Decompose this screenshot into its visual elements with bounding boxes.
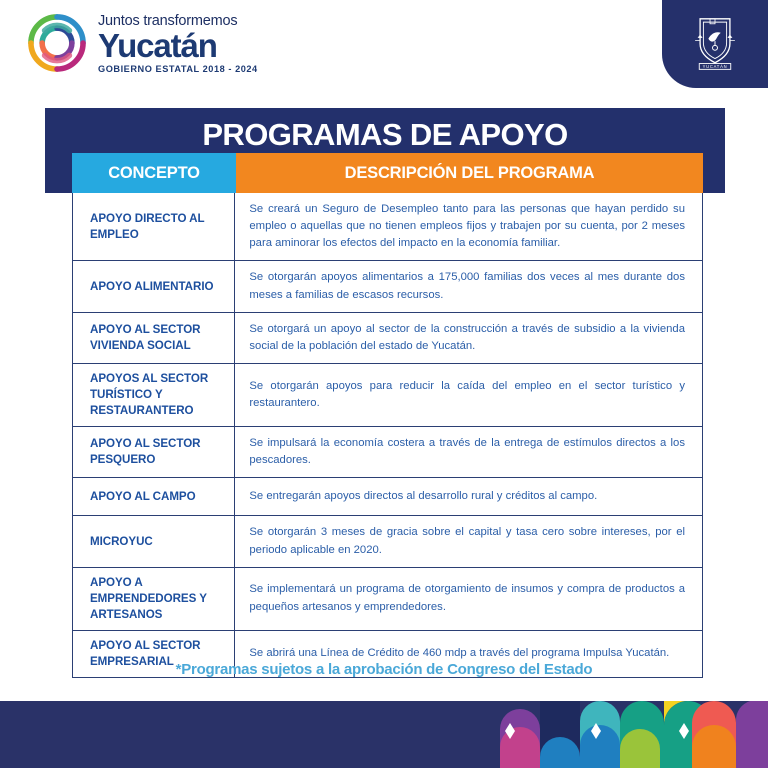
table-row bbox=[73, 363, 702, 426]
cell-descripcion-text: Se creará un Seguro de Desempleo tanto para las personas que hayan perdido su empleo o aquellas que no tienen empleos fijos y trabajen por su cuenta, por 2 meses para aminorar los efectos del impacto en la economía familiar. bbox=[249, 203, 685, 250]
brand-wordmark bbox=[98, 12, 258, 73]
cell-concepto: APOYO AL CAMPO bbox=[73, 478, 235, 515]
cell-descripcion bbox=[235, 478, 702, 515]
page-header bbox=[0, 0, 768, 92]
yucatan-interlace-logo-icon bbox=[26, 12, 88, 74]
svg-text:YUCATÁN: YUCATÁN bbox=[702, 64, 728, 70]
cell-descripcion bbox=[235, 193, 702, 260]
cell-descripcion bbox=[235, 364, 702, 426]
cell-descripcion-text: Se entregarán apoyos directos al desarrollo rural y créditos al campo. bbox=[249, 490, 598, 503]
cell-concepto: APOYO AL SECTOR PESQUERO bbox=[73, 427, 235, 477]
yucatan-coat-of-arms-icon bbox=[690, 14, 740, 72]
brand-subtitle: GOBIERNO ESTATAL 2018 - 2024 bbox=[98, 63, 258, 74]
crest-plate bbox=[662, 0, 768, 88]
table-row bbox=[73, 426, 702, 477]
table-row bbox=[73, 312, 702, 363]
table-row bbox=[73, 515, 702, 566]
cell-concepto: APOYOS AL SECTOR TURÍSTICO Y RESTAURANTERO bbox=[73, 364, 235, 426]
cell-concepto: APOYO DIRECTO AL EMPLEO bbox=[73, 193, 235, 260]
column-header-descripcion: DESCRIPCIÓN DEL PROGRAMA bbox=[236, 153, 703, 193]
cell-descripcion-text: Se otorgarán apoyos alimentarios a 175,000 familias dos veces al mes durante dos meses a familias de escasos recursos. bbox=[249, 271, 685, 301]
cell-concepto: APOYO AL SECTOR VIVIENDA SOCIAL bbox=[73, 313, 235, 363]
table-row bbox=[73, 193, 702, 260]
cell-descripcion bbox=[235, 427, 702, 477]
column-header-concepto: CONCEPTO bbox=[72, 153, 236, 193]
cell-concepto: MICROYUC bbox=[73, 516, 235, 566]
brand-tagline: Juntos transformemos bbox=[98, 13, 238, 30]
footnote: *Programas sujetos a la aprobación de Congreso del Estado bbox=[175, 661, 593, 678]
cell-descripcion-text: Se otorgarán 3 meses de gracia sobre el capital y tasa cero sobre intereses, por el periodo aplicable en 2020. bbox=[249, 526, 685, 556]
cell-descripcion bbox=[235, 313, 702, 363]
brand-title: Yucatán bbox=[98, 26, 217, 64]
government-brand-lockup bbox=[26, 12, 258, 74]
cell-concepto: APOYO AL SECTOR EMPRESARIAL bbox=[73, 631, 235, 677]
cell-concepto: APOYO A EMPRENDEDORES Y ARTESANOS bbox=[73, 568, 235, 630]
cell-descripcion-text: Se impulsará la economía costera a través de la entrega de estímulos directos a los pescadores. bbox=[249, 437, 685, 467]
bottom-decorative-band bbox=[0, 701, 768, 768]
cell-concepto: APOYO ALIMENTARIO bbox=[73, 261, 235, 311]
cell-descripcion bbox=[235, 516, 702, 566]
table-row bbox=[73, 477, 702, 515]
table-row bbox=[73, 260, 702, 311]
cell-descripcion-text: Se otorgará un apoyo al sector de la construcción a través de subsidio a la vivienda social de la población del estado de Yucatán. bbox=[249, 322, 685, 352]
cell-descripcion-text: Se otorgarán apoyos para reducir la caída del empleo en el sector turístico y restaurantero. bbox=[249, 379, 685, 410]
page-title: PROGRAMAS DE APOYO bbox=[202, 117, 568, 152]
table-header-row bbox=[72, 153, 703, 193]
table-body bbox=[72, 193, 703, 678]
colorful-arcs-decoration-icon bbox=[478, 701, 768, 768]
cell-descripcion bbox=[235, 568, 702, 630]
cell-descripcion bbox=[235, 261, 702, 311]
programs-table bbox=[72, 153, 703, 678]
cell-descripcion-text: Se abrirá una Línea de Crédito de 460 mdp a través del programa Impulsa Yucatán. bbox=[249, 647, 670, 660]
cell-descripcion-text: Se implementará un programa de otorgamiento de insumos y compra de productos a pequeños artesanos y emprendedores. bbox=[249, 583, 685, 613]
table-row bbox=[73, 567, 702, 630]
